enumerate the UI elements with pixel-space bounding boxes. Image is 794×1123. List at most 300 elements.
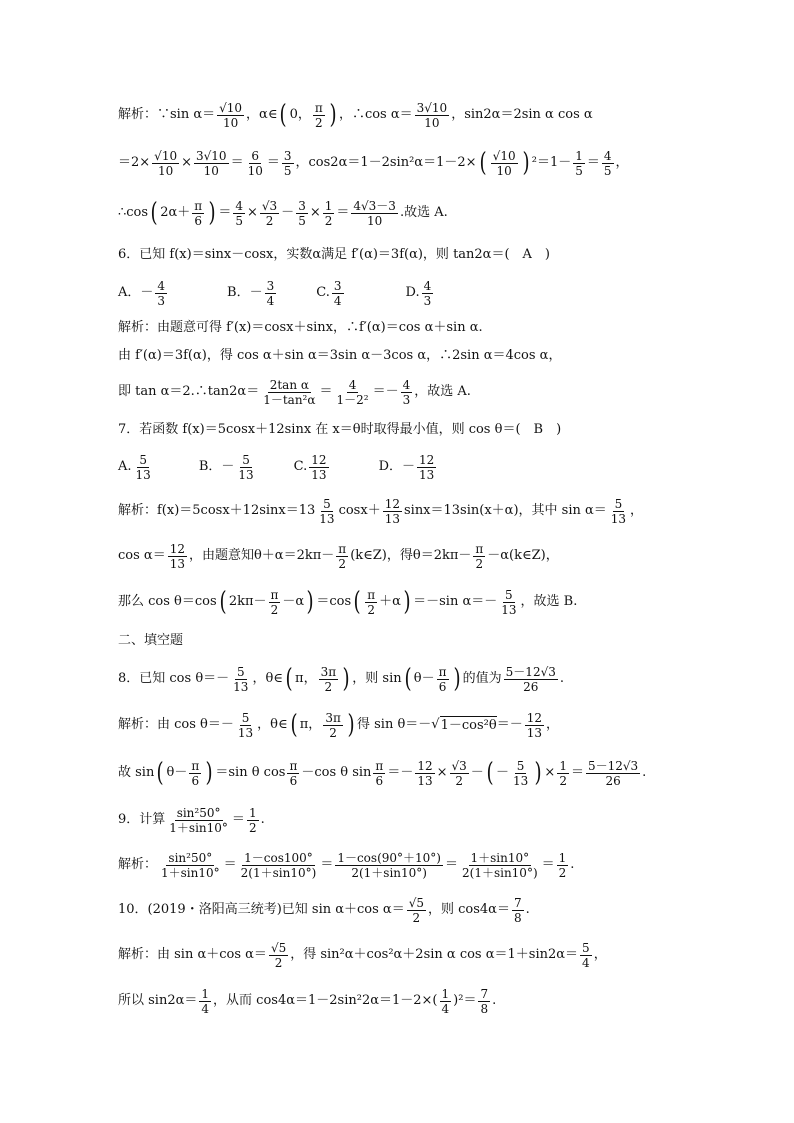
text: × xyxy=(309,205,321,220)
denominator: 2 xyxy=(475,556,484,571)
solution-6-line-3 xyxy=(118,370,678,414)
paren-left: ( xyxy=(279,100,288,130)
solution-line-2 xyxy=(118,138,678,188)
denominator: 8 xyxy=(513,910,522,925)
numerator: 5 xyxy=(516,758,525,773)
numerator: 3√10 xyxy=(416,100,448,115)
text: 2kπ－ xyxy=(228,594,267,609)
text: ＝cos xyxy=(316,594,352,609)
denominator: 10 xyxy=(222,115,239,130)
fraction xyxy=(417,453,436,482)
text: ＝ xyxy=(336,205,350,220)
denominator: 6 xyxy=(194,213,203,228)
numerator: 4 xyxy=(603,148,612,163)
fraction xyxy=(269,588,281,617)
text: ，θ∈ xyxy=(257,717,288,732)
text: 解析：由 sin α＋cos α＝ xyxy=(118,947,267,962)
denominator: 4 xyxy=(582,955,590,970)
numerator: 5 xyxy=(614,496,623,511)
numerator: 12 xyxy=(384,496,400,511)
numerator: 12 xyxy=(417,758,433,773)
denominator: 13 xyxy=(169,556,185,571)
fraction xyxy=(189,759,201,788)
numerator: √3 xyxy=(261,198,278,213)
denominator: 13 xyxy=(135,467,151,482)
text: (k∈Z)，得θ＝2kπ－ xyxy=(350,548,472,563)
numerator: √10 xyxy=(219,100,243,115)
question-6 xyxy=(118,238,678,272)
numerator: 5 xyxy=(242,452,250,467)
text: ， xyxy=(593,947,607,962)
text: ＝ xyxy=(586,155,600,170)
question-8 xyxy=(118,656,678,702)
paren-right: ) xyxy=(205,758,213,788)
paren-right: ) xyxy=(534,758,542,788)
question-7-options xyxy=(118,446,678,488)
numerator: 3 xyxy=(283,148,292,163)
text: × xyxy=(246,205,258,220)
numerator: 1－cos(90°＋10°) xyxy=(337,850,441,865)
denominator: 2 xyxy=(455,773,463,788)
numerator: 5 xyxy=(236,664,245,679)
fraction xyxy=(373,759,385,788)
question-7 xyxy=(118,414,678,446)
text: 解析：由题意可得 f′(x)＝cosx＋sinx，∴f′(α)＝cos α＋sin α. xyxy=(118,320,483,335)
text: . xyxy=(570,857,575,872)
fraction xyxy=(351,199,398,228)
paren-right: ) xyxy=(306,587,314,617)
text: 由 f′(α)＝3f(α)，得 cos α＋sin α＝3sin α－3cos α，∴2sin α＝4cos α， xyxy=(118,348,562,363)
numerator: 3 xyxy=(298,198,306,213)
text: ，得 sin²α＋cos²α＋2sin α cos α＝1＋sin2α＝ xyxy=(290,947,579,962)
text: 2α＋ xyxy=(160,205,191,220)
text: ²＝1－ xyxy=(531,155,572,170)
numerator: π xyxy=(338,541,347,556)
fraction xyxy=(236,453,255,482)
option-c: C. xyxy=(316,285,330,300)
solution-9 xyxy=(118,842,678,888)
fraction xyxy=(437,665,449,694)
numerator: 5－12√3 xyxy=(587,758,639,773)
fraction xyxy=(460,851,540,880)
denominator: 13 xyxy=(319,511,335,526)
fraction xyxy=(282,149,294,178)
denominator: 4 xyxy=(266,293,275,308)
numerator: 1 xyxy=(201,986,210,1001)
numerator: 12 xyxy=(526,710,542,725)
fraction xyxy=(247,806,259,835)
fraction xyxy=(580,941,592,970)
numerator: 4 xyxy=(348,377,357,392)
fraction xyxy=(586,759,640,788)
option-c: C. xyxy=(293,459,308,474)
paren-left: ( xyxy=(290,710,298,740)
document-page xyxy=(118,92,678,1024)
denominator: 13 xyxy=(610,511,627,526)
solution-line-1 xyxy=(118,92,678,138)
denominator: 2 xyxy=(270,602,279,617)
text: 的值为 xyxy=(462,671,502,686)
text: π， xyxy=(295,671,317,686)
denominator: 2 xyxy=(324,213,333,228)
numerator: 1 xyxy=(248,805,257,820)
text: ＋α xyxy=(379,594,401,609)
text: 解析：由 cos θ＝－ xyxy=(118,717,234,732)
denominator: 5 xyxy=(575,163,583,178)
fraction xyxy=(334,378,370,407)
numerator: π xyxy=(194,198,203,213)
text: 得 sin θ＝－ xyxy=(357,717,432,732)
text: θ－ xyxy=(166,765,188,780)
fraction xyxy=(407,896,426,925)
denominator: 10 xyxy=(424,115,440,130)
text: ，则 cos4α＝ xyxy=(428,902,510,917)
text: 解析：∵sin α＝ xyxy=(118,107,216,122)
denominator: 10 xyxy=(367,213,383,228)
numerator: 12 xyxy=(419,452,435,467)
fraction xyxy=(335,851,443,880)
fraction xyxy=(152,149,179,178)
denominator: 6 xyxy=(191,773,200,788)
denominator: 2(1＋sin10°) xyxy=(240,865,317,880)
fraction xyxy=(134,453,153,482)
solution-10-line-1 xyxy=(118,932,678,978)
denominator: 13 xyxy=(238,467,254,482)
option-d: D．－ xyxy=(378,459,415,474)
text: ，θ∈ xyxy=(252,671,283,686)
numerator: 1 xyxy=(441,986,450,1001)
numerator: 5 xyxy=(582,940,590,955)
fraction xyxy=(323,711,343,740)
solution-7-line-1 xyxy=(118,488,678,534)
text: ，cos2α＝1－2sin²α＝1－2× xyxy=(295,155,477,170)
paren-left: ( xyxy=(219,587,227,617)
fraction xyxy=(233,199,245,228)
text: . xyxy=(260,812,265,827)
text: . xyxy=(492,993,497,1008)
text: ， xyxy=(545,717,559,732)
option-b: B．－ xyxy=(227,285,263,300)
fraction xyxy=(287,759,299,788)
text: . xyxy=(525,902,530,917)
numerator: 4 xyxy=(235,198,243,213)
text: ，则 sin xyxy=(352,671,402,686)
question-text: 6．已知 f(x)＝sinx－cosx，实数α满足 f′(α)＝3f(α)，则 tan2α＝( A ) xyxy=(118,247,550,262)
text: ＝ xyxy=(444,857,458,872)
numerator: 3 xyxy=(266,278,275,293)
denominator: 5 xyxy=(235,213,243,228)
numerator: 4 xyxy=(157,278,166,293)
fraction xyxy=(415,759,434,788)
denominator: 26 xyxy=(605,773,621,788)
text: ， xyxy=(630,503,644,518)
paren-left: ( xyxy=(404,664,412,694)
numerator: 5 xyxy=(241,710,250,725)
fraction xyxy=(478,987,490,1016)
text: ＝－ xyxy=(496,717,523,732)
denominator: 6 xyxy=(438,679,447,694)
fraction xyxy=(336,542,348,571)
fraction xyxy=(499,588,518,617)
numerator: 12 xyxy=(169,541,185,556)
text: 那么 cos θ＝cos xyxy=(118,594,217,609)
fraction xyxy=(504,665,558,694)
solution-10-line-2 xyxy=(118,978,678,1024)
denominator: 13 xyxy=(311,467,327,482)
denominator: 3 xyxy=(423,293,432,308)
text: ，∴cos α＝ xyxy=(338,107,413,122)
fraction xyxy=(323,199,335,228)
fraction xyxy=(313,101,325,130)
question-6-options xyxy=(118,272,678,314)
text: sinx＝13sin(x＋α)，其中 sin α＝ xyxy=(403,503,607,518)
text: ＝ xyxy=(231,812,245,827)
numerator: π xyxy=(367,587,376,602)
numerator: 4 xyxy=(423,278,432,293)
fraction xyxy=(217,101,244,130)
denominator: 2 xyxy=(367,602,376,617)
denominator: 2 xyxy=(248,820,257,835)
denominator: 13 xyxy=(512,773,529,788)
text: . xyxy=(559,671,564,686)
numerator: 1＋sin10° xyxy=(470,850,530,865)
paren-right: ) xyxy=(208,198,216,228)
numerator: √3 xyxy=(451,758,467,773)
denominator: 2 xyxy=(274,955,283,970)
numerator: 5 xyxy=(505,587,513,602)
denominator: 3 xyxy=(402,392,411,407)
numerator: π xyxy=(270,587,279,602)
text: － xyxy=(495,765,509,780)
denominator: 8 xyxy=(480,1001,489,1016)
fraction xyxy=(192,199,204,228)
text: 10．(2019・洛阳高三统考)已知 sin α＋cos α＝ xyxy=(118,902,405,917)
paren-left: ( xyxy=(486,758,494,788)
numerator: 1 xyxy=(324,198,333,213)
denominator: 2 xyxy=(329,725,337,740)
fraction xyxy=(557,851,569,880)
numerator: √10 xyxy=(154,148,178,163)
numerator: 1－cos100° xyxy=(244,850,313,865)
denominator: 6 xyxy=(375,773,384,788)
text: ，从而 cos4α＝1－2sin²2α＝1－2×( xyxy=(213,993,438,1008)
denominator: 26 xyxy=(523,679,539,694)
denominator: 6 xyxy=(289,773,298,788)
denominator: 2 xyxy=(412,910,421,925)
sqrt-sign xyxy=(431,716,439,734)
text: 解析：f(x)＝5cosx＋12sinx＝13 xyxy=(118,503,316,518)
paren-left: ( xyxy=(150,198,158,228)
text: ＝－ xyxy=(387,765,414,780)
denominator: 1＋sin10° xyxy=(169,820,228,835)
numerator: 2tan α xyxy=(269,377,309,392)
numerator: 6 xyxy=(251,148,260,163)
fraction xyxy=(332,279,344,308)
fraction xyxy=(236,711,255,740)
denominator: 13 xyxy=(384,511,400,526)
fraction xyxy=(159,851,222,880)
text: ＝ xyxy=(541,857,555,872)
denominator: 1－2² xyxy=(336,392,369,407)
denominator: 10 xyxy=(247,163,263,178)
fraction xyxy=(512,896,524,925)
text: 故 sin xyxy=(118,765,155,780)
sqrt-content: 1－cos²θ xyxy=(440,717,497,733)
fraction xyxy=(168,542,187,571)
solution-6-line-1 xyxy=(118,314,678,342)
solution-7-line-2 xyxy=(118,534,678,578)
denominator: 2(1＋sin10°) xyxy=(462,865,538,880)
denominator: 2(1＋sin10°) xyxy=(351,865,427,880)
denominator: 5 xyxy=(603,163,612,178)
denominator: 1－tan²α xyxy=(263,392,316,407)
solution-7-line-3 xyxy=(118,578,678,626)
paren-right: ) xyxy=(453,664,461,694)
fraction xyxy=(573,149,585,178)
text: ＝sin θ cos xyxy=(215,765,286,780)
numerator: 12 xyxy=(311,452,327,467)
text: ＝－ xyxy=(372,384,399,399)
fraction xyxy=(319,665,339,694)
fraction xyxy=(269,941,288,970)
fraction xyxy=(260,199,279,228)
fraction xyxy=(401,378,413,407)
denominator: 2 xyxy=(558,865,567,880)
text: × xyxy=(544,765,556,780)
fraction xyxy=(167,806,230,835)
denominator: 13 xyxy=(526,725,542,740)
text: ＝ xyxy=(266,155,280,170)
numerator: 4√3－3 xyxy=(353,198,396,213)
fraction xyxy=(194,149,229,178)
fraction xyxy=(422,279,434,308)
text: ＝2× xyxy=(118,155,151,170)
solution-6-line-2 xyxy=(118,342,678,370)
numerator: π xyxy=(475,541,484,556)
numerator: √5 xyxy=(408,895,424,910)
text: 所以 sin2α＝ xyxy=(118,993,198,1008)
fraction xyxy=(296,199,308,228)
text: 0， xyxy=(289,107,311,122)
text: ＝ xyxy=(320,857,334,872)
solution-8-line-1 xyxy=(118,702,678,748)
text: .故选 A. xyxy=(399,205,448,220)
denominator: 4 xyxy=(333,293,342,308)
denominator: 10 xyxy=(496,163,512,178)
fraction xyxy=(602,149,614,178)
option-d: D. xyxy=(405,285,420,300)
text: 即 tan α＝2.∴tan2α＝ xyxy=(118,384,260,399)
option-a: A．－ xyxy=(118,285,154,300)
denominator: 4 xyxy=(441,1001,450,1016)
fraction xyxy=(511,759,530,788)
denominator: 3 xyxy=(157,293,166,308)
numerator: 5 xyxy=(323,496,331,511)
fraction xyxy=(473,542,485,571)
text: ，故选 A. xyxy=(414,384,471,399)
denominator: 2 xyxy=(338,556,347,571)
numerator: 1 xyxy=(558,850,567,865)
numerator: 3 xyxy=(333,278,342,293)
numerator: sin²50° xyxy=(176,805,221,820)
fraction xyxy=(525,711,544,740)
text: －α(k∈Z)， xyxy=(487,548,559,563)
fraction xyxy=(609,497,628,526)
text: ＝ xyxy=(223,857,237,872)
fraction xyxy=(246,149,265,178)
text: cosx＋ xyxy=(338,503,381,518)
text: cos α＝ xyxy=(118,548,166,563)
section-heading xyxy=(118,626,678,656)
denominator: 2 xyxy=(315,115,323,130)
numerator: √10 xyxy=(492,148,516,163)
paren-left: ( xyxy=(156,758,164,788)
numerator: π xyxy=(314,100,323,115)
text: ，sin2α＝2sin α cos α xyxy=(451,107,593,122)
paren-left: ( xyxy=(285,664,293,694)
denominator: 2 xyxy=(559,773,567,788)
question-9 xyxy=(118,798,678,842)
numerator: sin²50° xyxy=(168,850,213,865)
question-text: 7．若函数 f(x)＝5cosx＋12sinx 在 x＝θ时取得最小值，则 cos θ＝( B ) xyxy=(118,422,562,437)
text: ∴cos xyxy=(118,205,149,220)
numerator: π xyxy=(375,758,384,773)
numerator: π xyxy=(191,758,200,773)
text: )²＝ xyxy=(453,993,477,1008)
text: θ－ xyxy=(413,671,435,686)
denominator: 4 xyxy=(201,1001,210,1016)
fraction xyxy=(440,987,452,1016)
text: ＝ xyxy=(218,205,232,220)
section-title: 二、填空题 xyxy=(118,633,184,648)
option-a: A. xyxy=(118,459,132,474)
numerator: 1 xyxy=(559,758,567,773)
fraction xyxy=(199,987,211,1016)
numerator: 3π xyxy=(320,664,337,679)
denominator: 2 xyxy=(324,679,333,694)
text: －α xyxy=(282,594,305,609)
paren-right: ) xyxy=(347,710,355,740)
numerator: √5 xyxy=(270,940,287,955)
fraction xyxy=(450,759,469,788)
denominator: 13 xyxy=(501,602,517,617)
denominator: 13 xyxy=(419,467,435,482)
text: ，故选 B. xyxy=(520,594,578,609)
denominator: 10 xyxy=(157,163,174,178)
text: 解析： xyxy=(118,857,158,872)
numerator: π xyxy=(438,664,447,679)
solution-line-3 xyxy=(118,188,678,238)
paren-right: ) xyxy=(329,100,337,130)
paren-left: ( xyxy=(479,148,487,178)
text: －cos θ sin xyxy=(301,765,372,780)
numerator: 5－12√3 xyxy=(505,664,556,679)
option-b: B．－ xyxy=(198,459,235,474)
denominator: 10 xyxy=(203,163,219,178)
question-10 xyxy=(118,888,678,932)
text: ＝ xyxy=(230,155,244,170)
text: π， xyxy=(299,717,322,732)
fraction xyxy=(155,279,167,308)
solution-8-line-2 xyxy=(118,748,678,798)
numerator: 7 xyxy=(513,895,522,910)
denominator: 5 xyxy=(298,213,306,228)
numerator: π xyxy=(289,758,298,773)
text: 9．计算 xyxy=(118,812,166,827)
text: － xyxy=(281,205,295,220)
numerator: 1 xyxy=(575,148,583,163)
paren-right: ) xyxy=(522,148,530,178)
